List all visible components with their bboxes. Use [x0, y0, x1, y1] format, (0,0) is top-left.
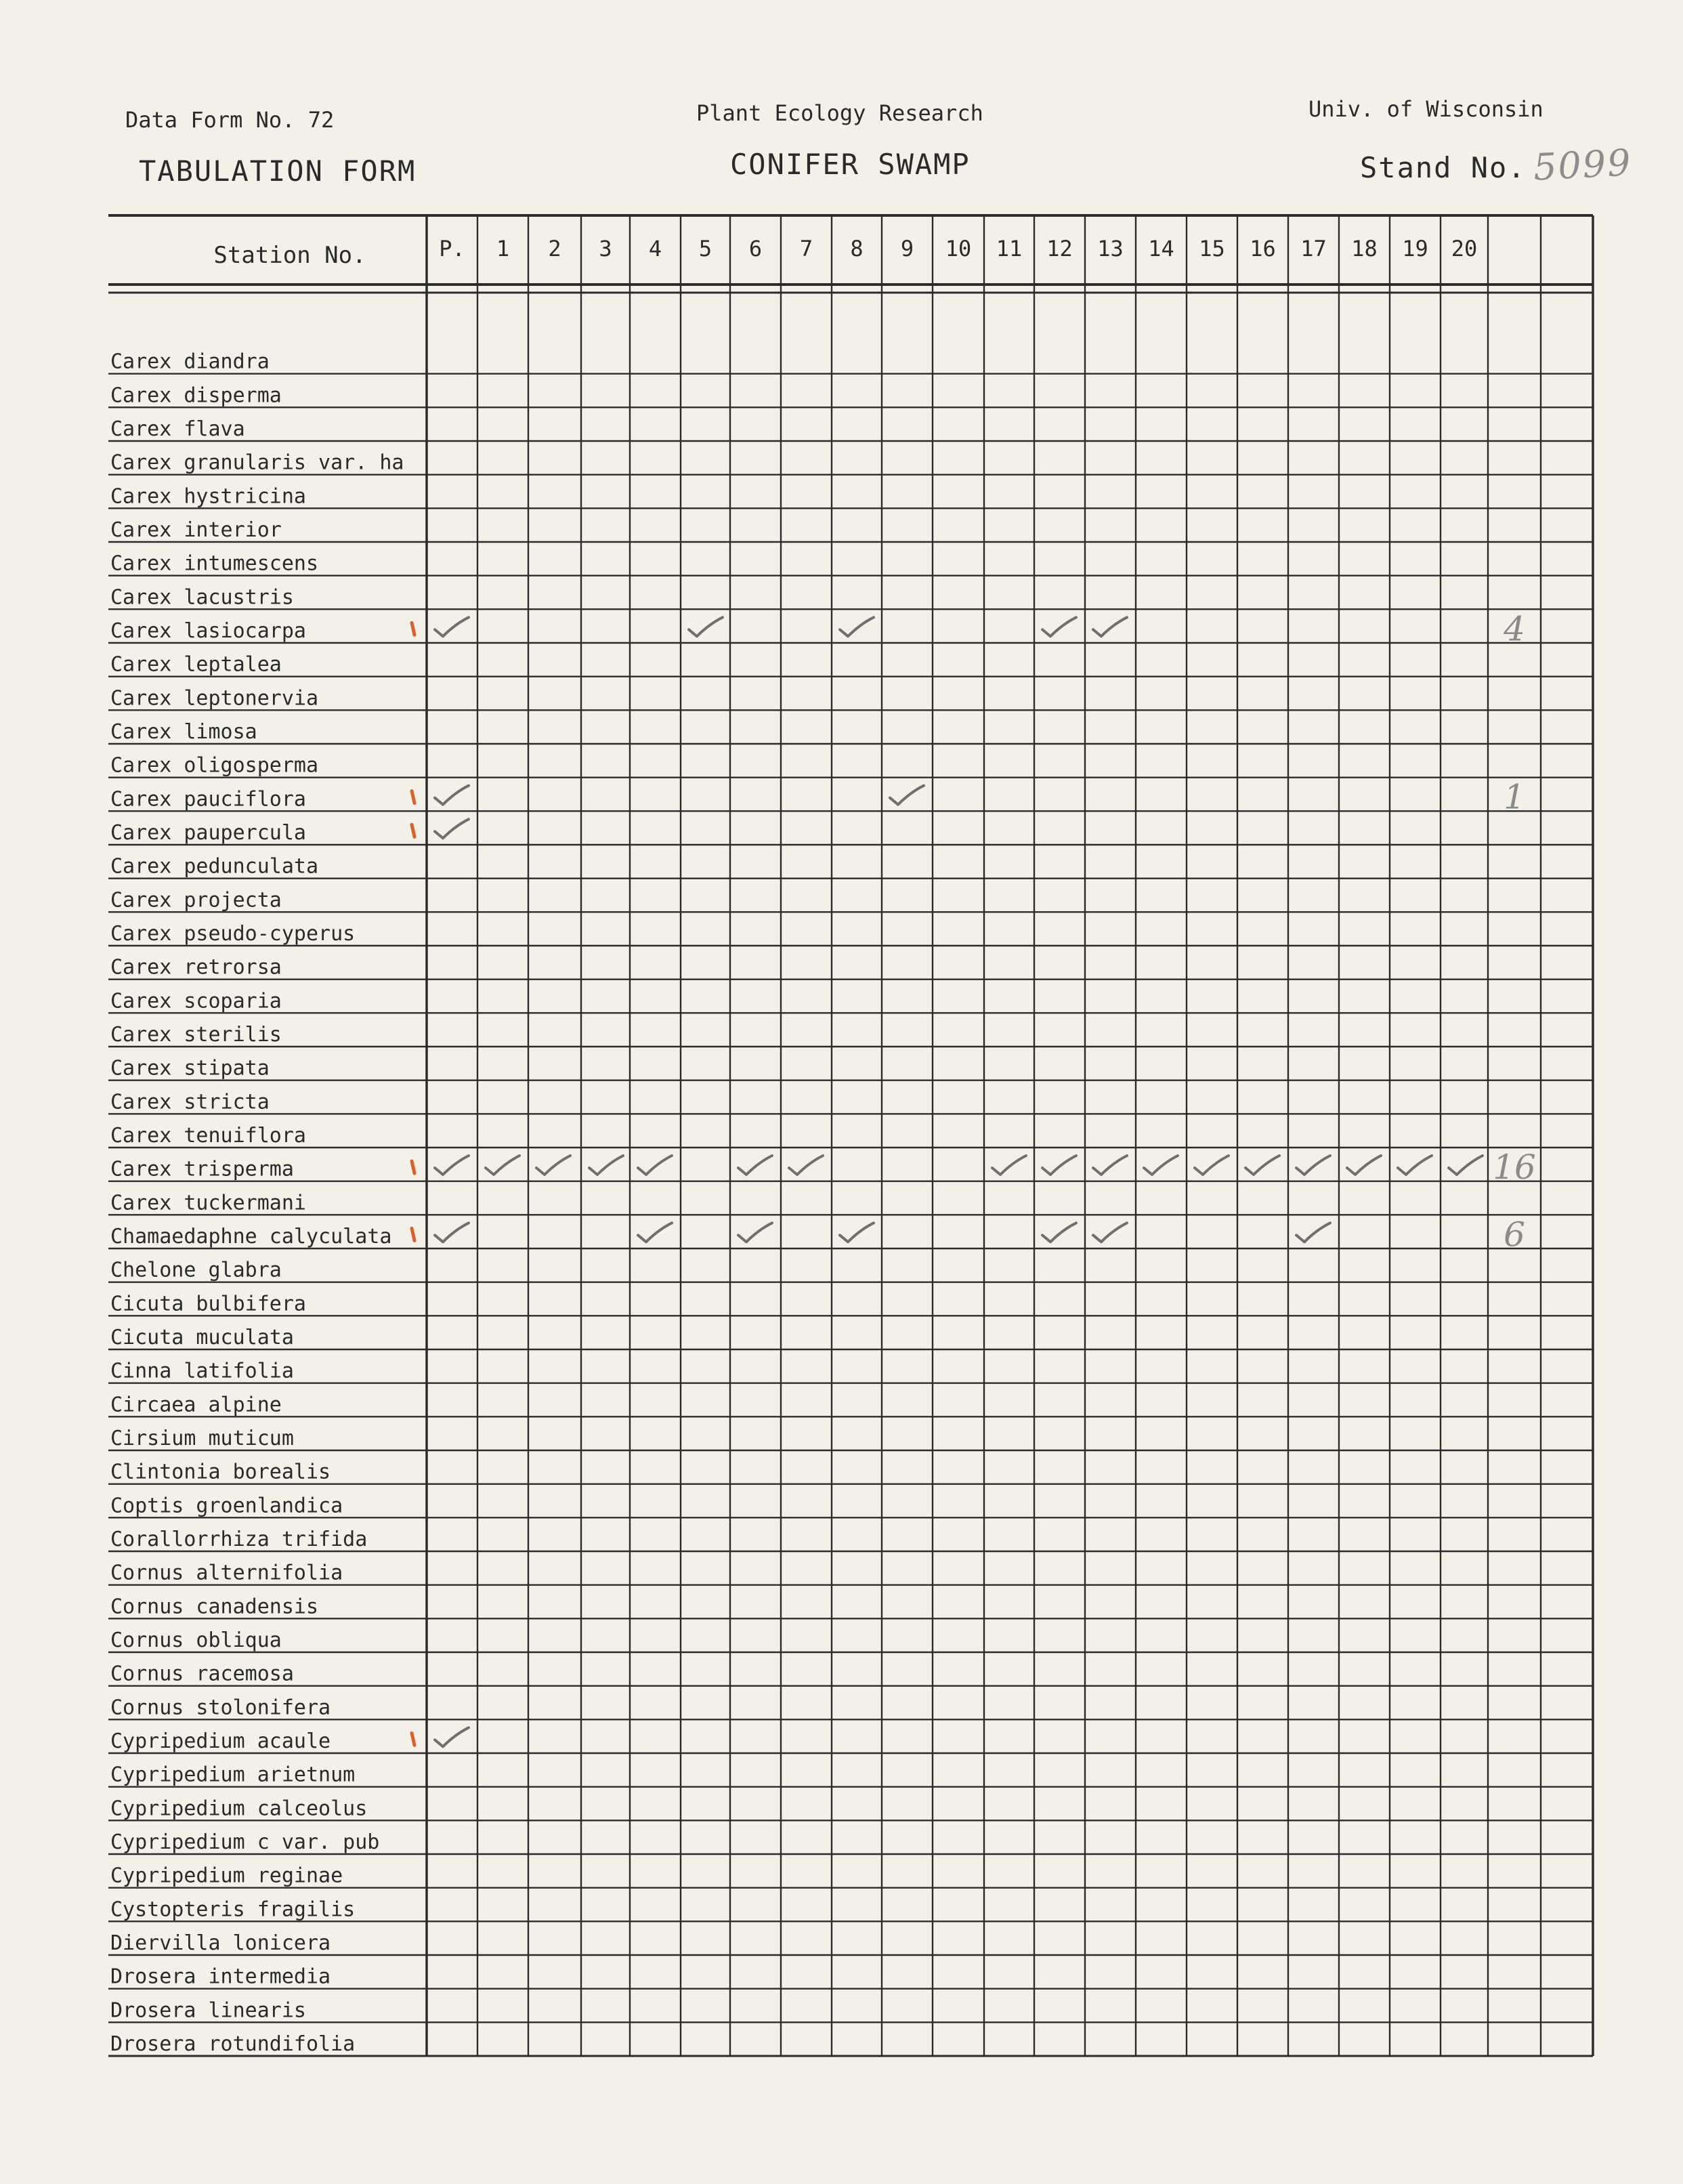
stand-value: 5099	[1532, 141, 1633, 189]
species-label: Clintonia borealis	[110, 1460, 331, 1484]
check-mark	[738, 1156, 772, 1175]
check-mark	[840, 617, 874, 636]
column-header: 4	[648, 236, 662, 261]
row-total: 16	[1493, 1148, 1536, 1187]
column-header: 17	[1300, 236, 1327, 261]
check-mark	[589, 1156, 623, 1175]
check-mark	[890, 786, 924, 805]
species-label: Cypripedium arietnum	[110, 1763, 356, 1787]
species-label: Drosera rotundifolia	[110, 2032, 356, 2056]
species-label: Carex interior	[110, 518, 282, 542]
check-mark	[1093, 1223, 1127, 1242]
check-mark	[435, 1727, 469, 1746]
stand-label: Stand No.	[1360, 151, 1527, 184]
species-label: Carex lasiocarpa	[110, 619, 306, 643]
species-label: Circaea alpine	[110, 1393, 282, 1417]
check-mark	[435, 819, 469, 838]
check-mark	[1144, 1156, 1178, 1175]
check-mark	[689, 617, 723, 636]
tally-mark	[412, 623, 414, 635]
row-total: 4	[1504, 609, 1525, 649]
species-label: Drosera intermedia	[110, 1965, 331, 1989]
check-mark	[435, 786, 469, 805]
species-label: Carex disperma	[110, 383, 282, 408]
check-mark	[1042, 617, 1076, 636]
tally-mark	[412, 1228, 414, 1240]
species-label: Carex trisperma	[110, 1157, 294, 1181]
species-label: Cicuta muculata	[110, 1326, 294, 1349]
check-mark	[992, 1156, 1026, 1175]
column-header: 14	[1148, 236, 1174, 261]
tally-mark	[412, 824, 414, 837]
species-label: Carex lacustris	[110, 585, 294, 610]
column-header: 1	[496, 236, 510, 261]
species-label: Cypripedium reginae	[110, 1864, 343, 1888]
species-label: Carex stricta	[110, 1090, 270, 1114]
check-mark	[486, 1156, 519, 1175]
column-header: 5	[698, 236, 712, 261]
check-mark	[789, 1156, 823, 1175]
species-label: Carex leptalea	[110, 652, 282, 677]
species-label: Carex tenuiflora	[110, 1124, 306, 1148]
check-mark	[1398, 1156, 1432, 1175]
check-mark	[1093, 617, 1127, 636]
row-total: 1	[1504, 777, 1525, 817]
column-header: 8	[850, 236, 864, 261]
species-label: Cornus racemosa	[110, 1662, 294, 1686]
column-header: 19	[1402, 236, 1428, 261]
column-header: 16	[1250, 236, 1276, 261]
species-label: Carex intumescens	[110, 551, 319, 576]
species-label: Chamaedaphne calyculata	[110, 1225, 392, 1248]
check-mark	[1042, 1156, 1076, 1175]
species-label: Carex stipata	[110, 1056, 270, 1080]
check-mark	[738, 1223, 772, 1242]
community-title: CONIFER SWAMP	[730, 148, 971, 181]
species-label: Cypripedium calceolus	[110, 1797, 368, 1821]
check-mark	[1296, 1223, 1330, 1242]
column-header: P.	[439, 236, 465, 261]
species-label: Chelone glabra	[110, 1258, 282, 1282]
species-label: Carex diandra	[110, 350, 270, 374]
column-header: 6	[748, 236, 763, 261]
species-label: Diervilla lonicera	[110, 1931, 331, 1955]
check-mark	[1347, 1156, 1381, 1175]
species-label: Carex limosa	[110, 720, 257, 744]
species-label: Carex granularis var. ha	[110, 450, 404, 475]
species-label: Carex retrorsa	[110, 955, 282, 980]
species-label: Cypripedium acaule	[110, 1729, 331, 1753]
check-mark	[1093, 1156, 1127, 1175]
column-header: 9	[900, 236, 914, 261]
species-label: Carex pauciflora	[110, 787, 306, 812]
tally-mark	[412, 791, 414, 803]
column-header: 11	[996, 236, 1023, 261]
column-header: 2	[548, 236, 561, 261]
station-number-header: Station No.	[213, 242, 366, 269]
species-label: Cypripedium c var. pub	[110, 1830, 380, 1854]
species-label: Coptis groenlandica	[110, 1494, 343, 1518]
species-label: Carex scoparia	[110, 989, 282, 1013]
form-number: Data Form No. 72	[125, 107, 335, 133]
check-mark	[1296, 1156, 1330, 1175]
check-mark	[435, 617, 469, 636]
tally-mark	[412, 1161, 414, 1173]
species-label: Carex paupercula	[110, 821, 306, 845]
species-label: Carex sterilis	[110, 1023, 282, 1047]
check-mark	[435, 1156, 469, 1175]
university-name: Univ. of Wisconsin	[1308, 96, 1543, 122]
check-mark	[536, 1156, 570, 1175]
species-label: Carex pseudo-cyperus	[110, 922, 356, 946]
species-label: Carex projecta	[110, 888, 282, 912]
species-label: Cornus stolonifera	[110, 1696, 331, 1720]
form-type-title: TABULATION FORM	[139, 154, 417, 188]
column-header: 10	[945, 236, 972, 261]
species-label: Carex flava	[110, 417, 245, 441]
species-label: Corallorrhiza trifida	[110, 1528, 368, 1551]
column-header: 12	[1046, 236, 1073, 261]
species-label: Cornus obliqua	[110, 1629, 282, 1652]
column-header: 7	[799, 236, 813, 261]
column-header: 13	[1097, 236, 1124, 261]
check-mark	[1195, 1156, 1229, 1175]
tally-mark	[412, 1733, 414, 1745]
organization-name: Plant Ecology Research	[696, 100, 983, 126]
species-label: Carex leptonervia	[110, 686, 319, 711]
check-mark	[1245, 1156, 1279, 1175]
check-mark	[435, 1223, 469, 1242]
species-label: Cornus alternifolia	[110, 1561, 343, 1585]
column-header: 3	[599, 236, 612, 261]
check-mark	[1042, 1223, 1076, 1242]
species-label: Cystopteris fragilis	[110, 1897, 356, 1922]
row-total: 6	[1504, 1215, 1525, 1255]
species-label: Cornus canadensis	[110, 1595, 319, 1619]
check-mark	[840, 1223, 874, 1242]
species-label: Cinna latifolia	[110, 1359, 294, 1383]
species-label: Carex tuckermani	[110, 1191, 306, 1215]
column-header: 20	[1451, 236, 1478, 261]
species-label: Carex hystricina	[110, 484, 306, 509]
species-label: Drosera linearis	[110, 1998, 306, 2023]
species-label: Cicuta bulbifera	[110, 1292, 306, 1316]
species-label: Carex pedunculata	[110, 854, 319, 879]
species-label: Carex oligosperma	[110, 753, 319, 778]
check-mark	[638, 1223, 672, 1242]
check-mark	[638, 1156, 672, 1175]
column-header: 18	[1351, 236, 1378, 261]
check-mark	[1449, 1156, 1483, 1175]
column-header: 15	[1199, 236, 1225, 261]
species-label: Cirsium muticum	[110, 1427, 294, 1450]
